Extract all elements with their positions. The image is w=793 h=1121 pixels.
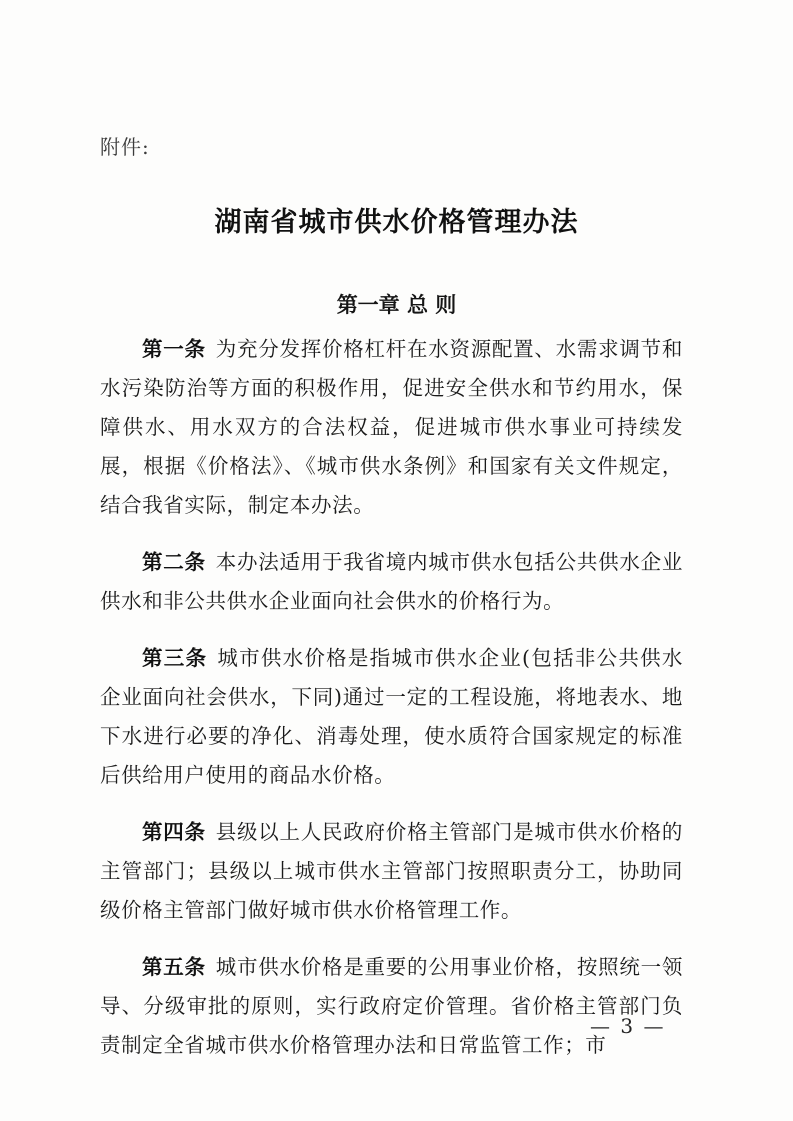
document-body	[100, 330, 683, 1083]
attachment-label: 附件:	[100, 135, 150, 159]
article-text: 城市供水价格是指城市供水企业(包括非公共供水企业面向社会供水，下同)通过一定的工程设施，将地表水、地下水进行必要的净化、消毒处理，使水质符合国家规定的标准后供给用户使用的商品水价格。	[100, 646, 683, 787]
article-3	[100, 639, 683, 795]
article-text: 城市供水价格是重要的公用事业价格，按照统一领导、分级审批的原则，实行政府定价管理。省价格主管部门负责制定全省城市供水价格管理办法和日常监管工作；市	[100, 955, 683, 1057]
article-4	[100, 813, 683, 930]
page-number: — 3 —	[590, 1014, 666, 1038]
article-text: 县级以上人民政府价格主管部门是城市供水价格的主管部门；县级以上城市供水主管部门按照职责分工，协助同级价格主管部门做好城市供水价格管理工作。	[100, 820, 683, 922]
article-label: 第四条	[142, 820, 206, 844]
article-label: 第一条	[142, 337, 206, 361]
article-2	[100, 543, 683, 621]
article-text: 为充分发挥价格杠杆在水资源配置、水需求调节和水污染防治等方面的积极作用，促进安全供水和节约用水，保障供水、用水双方的合法权益，促进城市供水事业可持续发展，根据《价格法》、《城市供水条例》和国家有关文件规定，结合我省实际，制定本办法。	[100, 337, 683, 517]
chapter-heading: 第一章 总 则	[336, 293, 457, 317]
article-label: 第二条	[142, 550, 206, 574]
article-label: 第五条	[142, 955, 206, 979]
article-1	[100, 330, 683, 525]
article-label: 第三条	[142, 646, 208, 670]
document-title: 湖南省城市供水价格管理办法	[214, 207, 579, 238]
article-5	[100, 948, 683, 1065]
article-text: 本办法适用于我省境内城市供水包括公共供水企业供水和非公共供水企业面向社会供水的价格行为。	[100, 550, 683, 613]
